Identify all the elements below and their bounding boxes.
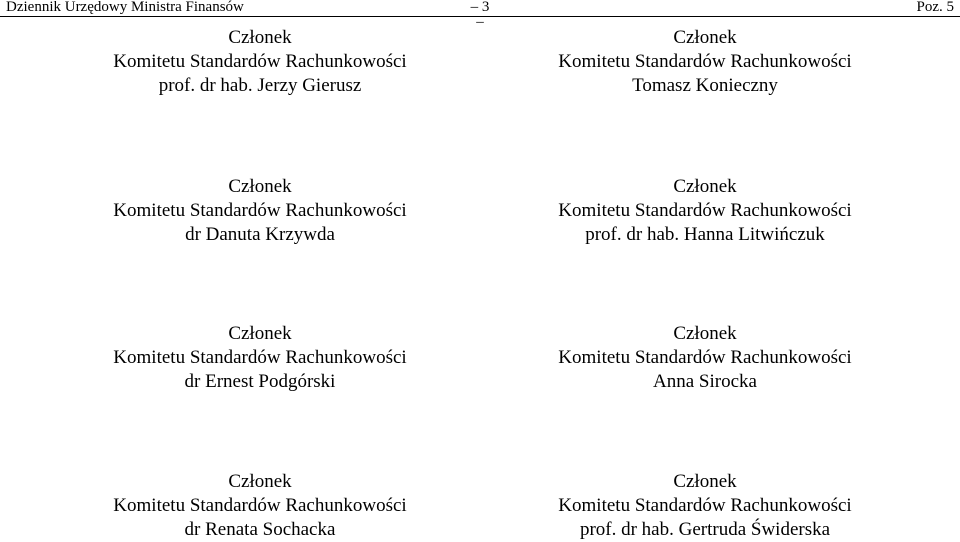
signature-role: Członek	[673, 323, 737, 344]
signature-block	[495, 322, 915, 394]
signature-name: dr Danuta Krzywda	[185, 224, 335, 245]
signature-block	[495, 26, 915, 98]
signature-role: Członek	[673, 471, 737, 492]
signature-name: Anna Sirocka	[653, 371, 757, 392]
signature-block	[50, 322, 470, 394]
signature-name: prof. dr hab. Gertruda Świderska	[579, 519, 831, 540]
signature-name: dr Ernest Podgórski	[184, 371, 336, 392]
signature-role: Członek	[228, 176, 292, 197]
signature-name: prof. dr hab. Hanna Litwińczuk	[585, 224, 825, 245]
signature-body: Komitetu Standardów Rachunkowości	[113, 495, 407, 516]
page-header	[0, 0, 960, 30]
signature-block	[50, 26, 470, 98]
journal-title: Dziennik Urzędowy Ministra Finansów	[6, 0, 244, 15]
signature-role: Członek	[228, 471, 292, 492]
position-number: Poz. 5	[916, 0, 954, 15]
signature-body: Komitetu Standardów Rachunkowości	[113, 200, 407, 221]
signature-role: Członek	[228, 27, 292, 48]
signature-body: Komitetu Standardów Rachunkowości	[113, 347, 407, 368]
signature-body: Komitetu Standardów Rachunkowości	[558, 495, 852, 516]
signature-body: Komitetu Standardów Rachunkowości	[558, 200, 852, 221]
signature-block	[50, 470, 470, 542]
signature-body: Komitetu Standardów Rachunkowości	[558, 347, 852, 368]
signature-role: Członek	[673, 176, 737, 197]
signature-block	[495, 470, 915, 542]
signature-name: dr Renata Sochacka	[184, 519, 336, 540]
signature-role: Członek	[673, 27, 737, 48]
signature-role: Członek	[228, 323, 292, 344]
signature-body: Komitetu Standardów Rachunkowości	[113, 51, 407, 72]
signature-block	[50, 175, 470, 247]
page-number: – 3 –	[470, 0, 490, 30]
signature-name: Tomasz Konieczny	[632, 75, 778, 96]
signature-name: prof. dr hab. Jerzy Gierusz	[158, 75, 362, 96]
signature-block	[495, 175, 915, 247]
header-divider	[0, 16, 960, 17]
signature-body: Komitetu Standardów Rachunkowości	[558, 51, 852, 72]
